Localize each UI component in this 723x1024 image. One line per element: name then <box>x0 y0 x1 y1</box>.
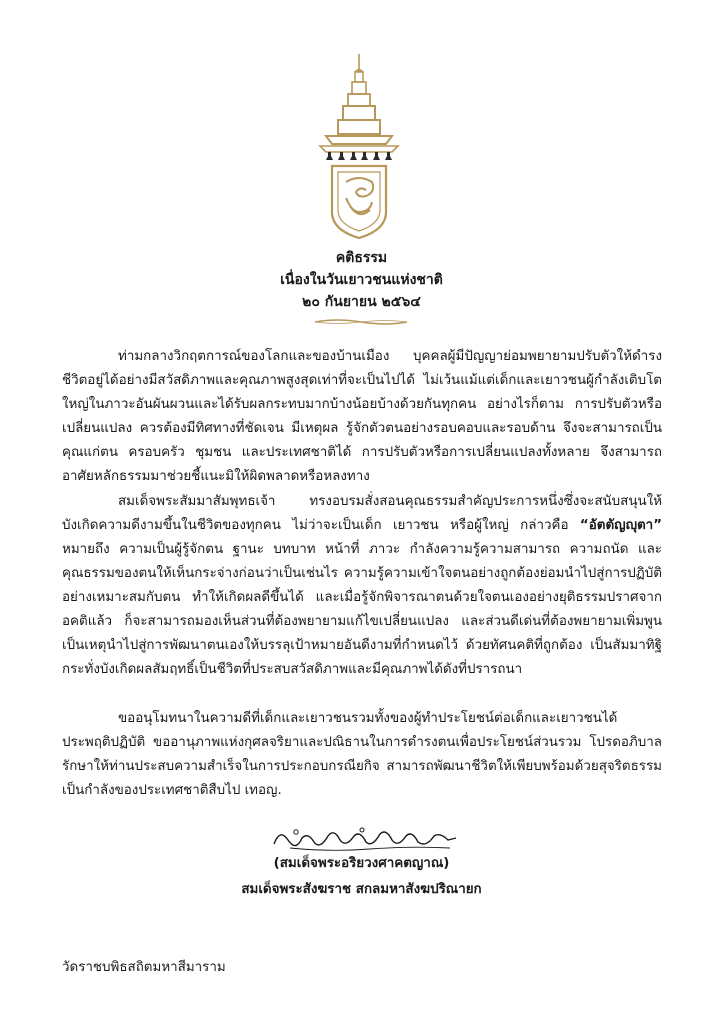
heading-title: คติธรรม <box>335 250 388 266</box>
signer-title: สมเด็จพระสังฆราช สกลมหาสังฆปริณายก <box>241 882 482 897</box>
heading-date: ๒๐ กันยายน ๒๕๖๔ <box>302 294 421 310</box>
paragraph-1: ท่ามกลางวิกฤตการณ์ของโลกและของบ้านเมือง บุคคลผู้มีปัญญาย่อมพยายามปรับตัวให้ดำรงชีวิตอยู่ได้อย่างมีสวัสดิภาพและคุณภาพสูงสุดเท่าที่จะเป็นไปได้ ไม่เว้นแม้แต่เด็กและเยาวชนผู้กำลังเติบโตใหญ่ในภาวะอันผันผวนและได้รับผลกระทบมากบ้างน้อยบ้างด้วยกันทุกคน อย่างไรก็ตาม การปรับตัวหรือเปลี่ยนแปลง ควรต้องมีทิศทางที่ชัดเจน มีเหตุผล รู้จักตัวตนอย่างรอบคอบและรอบด้าน จึงจะสามารถเป็นคุณแก่ตน ครอบครัว ชุมชน และประเทศชาติได้ การปรับตัวหรือการเปลี่ยนแปลงทั้งหลาย จึงสามารถอาศัยหลักธรรมมาช่วยชี้แนะมิให้ผิดพลาดหรือหลงทาง <box>62 349 662 484</box>
signer-name: (สมเด็จพระอริยวงศาคตญาณ) <box>273 856 450 871</box>
letter-heading <box>0 247 723 313</box>
paragraph-2 <box>62 490 662 682</box>
handwritten-signature <box>270 822 460 856</box>
ornament-divider <box>313 318 409 326</box>
footer-location: วัดราชบพิธสถิตมหาสีมาราม <box>62 960 226 975</box>
paragraph-2-text-end: หมายถึง ความเป็นผู้รู้จักตน ฐานะ บทบาท หน้าที่ ภาวะ กำลังความรู้ความสามารถ ความถนัด และคุณธรรมของตนให้เห็นกระจ่างก่อนว่าเป็นเช่นไร ความรู้ความเข้าใจตนอย่างถูกต้องย่อมนำไปสู่การปฏิบัติอย่างเหมาะสมกับตน ทำให้เกิดผลดีขึ้นได้ และเมื่อรู้จักพิจารณาตนด้วยใจตนเองอย่างยุติธรรมปราศจากอคติแล้ว ก็จะสามารถมองเห็นส่วนที่ต้องพยายามแก้ไขเปลี่ยนแปลง และส่วนดีเด่นที่ต้องพยายามเพิ่มพูน เป็นเหตุนำไปสู่การพัฒนาตนเองให้บรรลุเป้าหมายอันดีงามที่กำหนดไว้ ด้วยทัศนคติที่ถูกต้อง เป็นสัมมาทิฐิ กระทั่งบังเกิดผลสัมฤทธิ์เป็นชีวิตที่ประสบสวัสดิภาพและมีคุณภาพได้ดังที่ปรารถนา <box>62 542 662 677</box>
heading-occasion: เนื่องในวันเยาวชนแห่งชาติ <box>280 272 443 288</box>
emblem-icon <box>316 52 402 240</box>
paragraph-2-text-start: สมเด็จพระสัมมาสัมพุทธเจ้า ทรงอบรมสั่งสอนคุณธรรมสำคัญประการหนึ่งซึ่งจะสนับสนุนให้บังเกิดความดีงามขึ้นในชีวิตของทุกคน ไม่ว่าจะเป็นเด็ก เยาวชน หรือผู้ใหญ่ กล่าวคือ <box>62 494 662 533</box>
keyword-attanyuta: “อัตตัญญุตา” <box>579 518 662 533</box>
paragraph-3: ขออนุโมทนาในความดีที่เด็กและเยาวชนรวมทั้งของผู้ทำประโยชน์ต่อเด็กและเยาวชนได้ประพฤติปฏิบัติ ขออานุภาพแห่งกุศลจริยาและปณิธานในการดำรงตนเพื่อประโยชน์ส่วนรวม โปรดอภิบาลรักษาให้ท่านประสบความสำเร็จในการประกอบกรณียกิจ สามารถพัฒนาชีวิตให้เพียบพร้อมด้วยสุจริตธรรม เป็นกำลังของประเทศชาติสืบไป เทอญ. <box>62 711 662 798</box>
